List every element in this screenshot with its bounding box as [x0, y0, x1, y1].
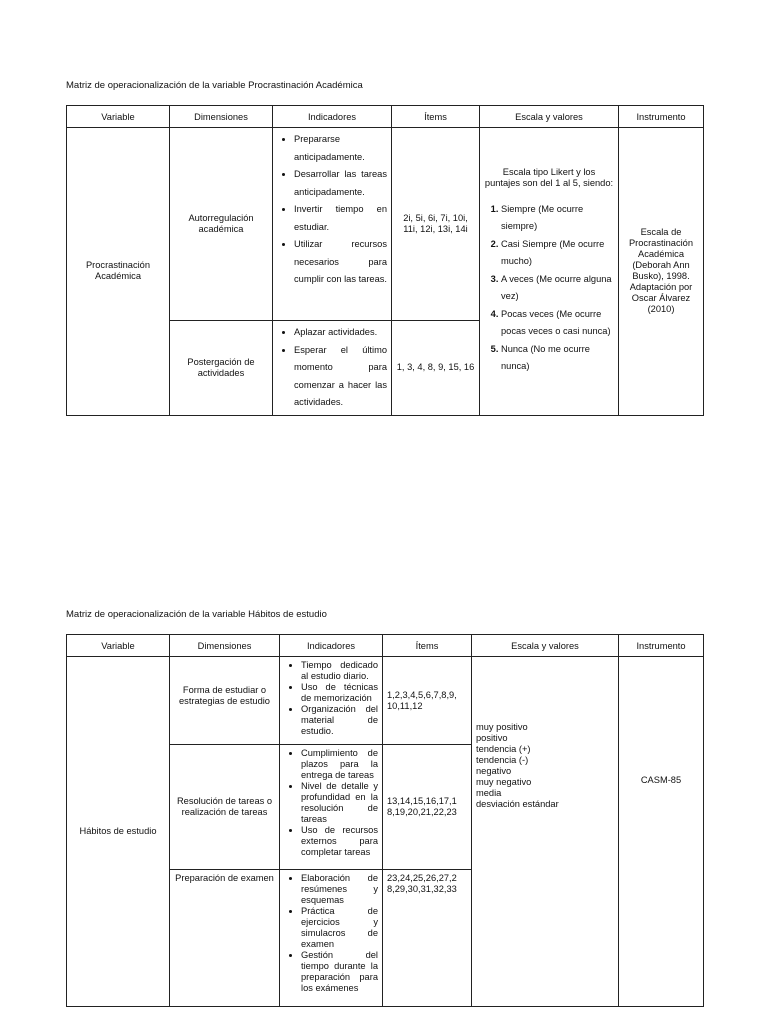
instrument-cell: CASM-85 [619, 657, 704, 1007]
dimension-cell: Autorregulación académica [170, 128, 273, 321]
indicators-list [277, 324, 387, 412]
list-item: • Nivel de detalle y profundidad en la resolución de tareas [301, 781, 378, 825]
table2-caption: Matriz de operacionalización de la variable Hábitos de estudio [66, 609, 327, 620]
items-cell: 1,2,3,4,5,6,7,8,9, 10,11,12 [383, 657, 472, 745]
list-item: • Práctica de ejercicios y simulacros de examen [301, 906, 378, 950]
scale-value: tendencia (-) [476, 755, 529, 765]
list-item: • Cumplimiento de plazos para la entrega de tareas [301, 748, 378, 781]
header-variable: Variable [67, 106, 170, 128]
header-instrumento: Instrumento [619, 635, 704, 657]
scale-cell [472, 657, 619, 1007]
table-row [67, 128, 704, 321]
scale-value: muy negativo [476, 777, 532, 787]
header-indicadores: Indicadores [273, 106, 392, 128]
list-item: • Uso de técnicas de memorización [301, 682, 378, 704]
table1-caption: Matriz de operacionalización de la variable Procrastinación Académica [66, 80, 363, 91]
indicators-cell [273, 128, 392, 321]
scale-intro: Escala tipo Likert y los puntajes son del 1 al 5, siendo: [484, 166, 614, 188]
list-item: 1. Siempre (Me ocurre siempre) [501, 201, 614, 236]
indicators-list [277, 131, 387, 289]
dimension-cell: Forma de estudiar o estrategias de estudio [170, 657, 280, 745]
list-item: • Gestión del tiempo durante la preparación para los exámenes [301, 950, 378, 994]
list-item: • Uso de recursos externos para completar tareas [301, 825, 378, 858]
dimension-cell: Resolución de tareas o realización de tareas [170, 745, 280, 870]
header-dimensiones: Dimensiones [170, 635, 280, 657]
header-items: Ítems [392, 106, 480, 128]
indicators-cell [280, 745, 383, 870]
table1-header-row [67, 106, 704, 128]
variable-cell: Procrastinación Académica [67, 128, 170, 416]
list-item: • Esperar el último momento para comenzar a hacer las actividades. [294, 342, 387, 412]
header-escala: Escala y valores [472, 635, 619, 657]
items-cell: 23,24,25,26,27,2 8,29,30,31,32,33 [383, 870, 472, 1007]
indicators-list [284, 873, 378, 994]
indicators-cell [273, 321, 392, 416]
items-cell: 13,14,15,16,17,1 8,19,20,21,22,23 [383, 745, 472, 870]
table-row [67, 657, 704, 745]
dimension-cell: Postergación de actividades [170, 321, 273, 416]
indicators-list [284, 748, 378, 858]
scale-cell [480, 128, 619, 416]
scale-value: desviación estándar [476, 799, 559, 809]
list-item: • Aplazar actividades. [294, 324, 387, 342]
header-indicadores: Indicadores [280, 635, 383, 657]
header-items: Ítems [383, 635, 472, 657]
list-item: • Organización del material de estudio. [301, 704, 378, 737]
list-item: • Invertir tiempo en estudiar. [294, 201, 387, 236]
list-item: 3. A veces (Me ocurre alguna vez) [501, 271, 614, 306]
procrastination-matrix-table [66, 105, 704, 416]
list-item: • Desarrollar las tareas anticipadamente. [294, 166, 387, 201]
header-variable: Variable [67, 635, 170, 657]
items-cell: 1, 3, 4, 8, 9, 15, 16 [392, 321, 480, 416]
variable-cell: Hábitos de estudio [67, 657, 170, 1007]
scale-value: tendencia (+) [476, 744, 531, 754]
list-item: 4. Pocas veces (Me ocurre pocas veces o casi nunca) [501, 306, 614, 341]
header-escala: Escala y valores [480, 106, 619, 128]
instrument-cell: Escala de Procrastinación Académica (Deborah Ann Busko), 1998. Adaptación por Oscar Álvarez (2010) [619, 128, 704, 416]
list-item: 5. Nunca (No me ocurre nunca) [501, 341, 614, 376]
study-habits-matrix-table [66, 634, 704, 1007]
scale-value: positivo [476, 733, 508, 743]
scale-value: muy positivo [476, 722, 528, 732]
indicators-cell [280, 870, 383, 1007]
indicators-cell [280, 657, 383, 745]
items-cell: 2i, 5i, 6i, 7i, 10i, 11i, 12i, 13i, 14i [392, 128, 480, 321]
table2-header-row [67, 635, 704, 657]
dimension-cell: Preparación de examen [170, 870, 280, 1007]
list-item: • Elaboración de resúmenes y esquemas [301, 873, 378, 906]
scale-values-list [484, 201, 614, 376]
list-item: • Utilizar recursos necesarios para cumplir con las tareas. [294, 236, 387, 289]
scale-value: negativo [476, 766, 512, 776]
list-item: • Prepararse anticipadamente. [294, 131, 387, 166]
header-instrumento: Instrumento [619, 106, 704, 128]
list-item: • Tiempo dedicado al estudio diario. [301, 660, 378, 682]
indicators-list [284, 660, 378, 737]
list-item: 2. Casi Siempre (Me ocurre mucho) [501, 236, 614, 271]
scale-value: media [476, 788, 502, 798]
header-dimensiones: Dimensiones [170, 106, 273, 128]
